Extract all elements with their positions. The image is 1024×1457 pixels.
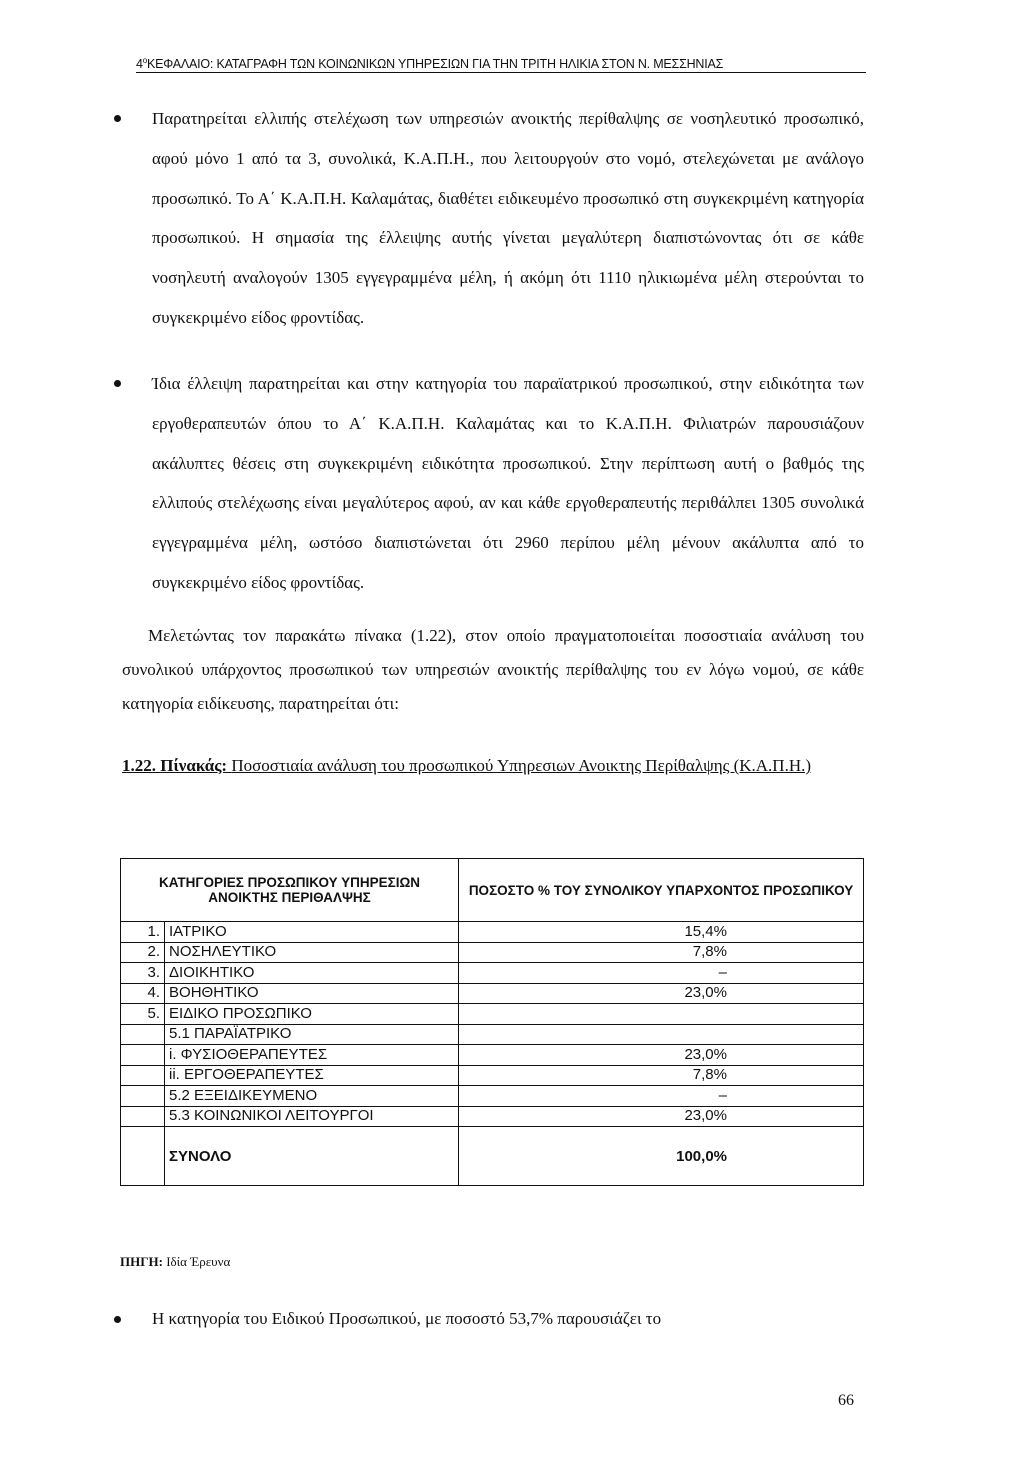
table-caption (122, 746, 864, 786)
caption-label: Πίνακάς: (160, 756, 228, 775)
row-label: ΕΙΔΙΚΟ ΠΡΟΣΩΠΙΚΟ (165, 1004, 459, 1025)
row-value (459, 1024, 864, 1045)
bullet-text-2: Ίδια έλλειψη παρατηρείται και στην κατηγορία του παραϊατρικού προσωπικού, στην ειδικότητα των εργοθεραπευτών όπου το Α΄ Κ.Α.Π.Η. Καλαμάτας και το Κ.Α.Π.Η. Φιλιατρών παρουσιάζουν ακάλυπτες θέσεις στη συγκεκριμένη ειδικότητα προσωπικού. Στην περίπτωση αυτή ο βαθμός της ελλιπούς στελέχωσης είναι μεγαλύτερος αφού, αν και κάθε εργοθεραπευτής περιθάλπει 1305 συνολικά εγγεγραμμένα μέλη, ωστόσο διαπιστώνεται ότι 2960 περίπου μέλη μένουν ακάλυπτα από το συγκεκριμένο είδος φροντίδας. (152, 374, 864, 592)
row-value: 7,8% (459, 942, 864, 963)
table-row (121, 922, 864, 943)
table-row (121, 1106, 864, 1127)
row-value: – (459, 1086, 864, 1107)
table-row (121, 983, 864, 1004)
source-text: Ιδία Έρευνα (166, 1254, 231, 1269)
row-number: 4. (121, 983, 165, 1004)
row-value: 15,4% (459, 922, 864, 943)
row-label: 5.3 ΚΟΙΝΩΝΙΚΟΙ ΛΕΙΤΟΥΡΓΟΙ (165, 1106, 459, 1127)
col-header-categories: ΚΑΤΗΓΟΡΙΕΣ ΠΡΟΣΩΠΙΚΟΥ ΥΠΗΡΕΣΙΩΝ ΑΝΟΙΚΤΗΣ ΠΕΡΙΘΑΛΨΗΣ (121, 859, 459, 922)
source-label: ΠΗΓΗ: (120, 1254, 163, 1269)
intro-paragraph: Μελετώντας τον παρακάτω πίνακα (1.22), στον οποίο πραγματοποιείται ποσοστιαία ανάλυση του συνολικού υπάρχοντος προσωπικού των υπηρεσιών ανοικτής περίθαλψης του εν λόγω νομού, σε κάθε κατηγορία ειδίκευσης, παρατηρείται ότι: (122, 626, 864, 713)
table-row (121, 942, 864, 963)
caption-number: 1.22. (122, 756, 156, 775)
row-number: 2. (121, 942, 165, 963)
row-label: ΒΟΗΘΗΤΙΚΟ (165, 983, 459, 1004)
table-row (121, 1065, 864, 1086)
bullet-paragraph-3 (152, 1302, 864, 1336)
page-number: 66 (838, 1392, 854, 1409)
total-number-cell (121, 1127, 165, 1186)
row-number: 5. (121, 1004, 165, 1025)
running-header (136, 56, 866, 73)
row-value: 7,8% (459, 1065, 864, 1086)
row-value: – (459, 963, 864, 984)
table-row (121, 963, 864, 984)
table-total-row (121, 1127, 864, 1186)
row-value: 23,0% (459, 1045, 864, 1066)
total-label: ΣΥΝΟΛΟ (165, 1127, 459, 1186)
bullet-text-1: Παρατηρείται ελλιπής στελέχωση των υπηρεσιών ανοικτής περίθαλψης σε νοσηλευτικό προσωπικό, αφού μόνο 1 από τα 3, συνολικά, Κ.Α.Π.Η., που λειτουργούν στο νομό, στελεχώνεται με ανάλογο προσωπικό. Το Α΄ Κ.Α.Π.Η. Καλαμάτας, διαθέτει ειδικευμένο προσωπικό στη συγκεκριμένη κατηγορία προσωπικού. Η σημασία της έλλειψης αυτής γίνεται μεγαλύτερη διαπιστώνοντας ότι σε κάθε νοσηλευτή αναλογούν 1305 εγγεγραμμένα μέλη, ή ακόμη ότι 1110 ηλικιωμένα μέλη στερούνται το συγκεκριμένο είδος φροντίδας. (152, 109, 864, 327)
table-row (121, 1024, 864, 1045)
row-label: 5.2 ΕΞΕΙΔΙΚΕΥΜΕΝΟ (165, 1086, 459, 1107)
row-label: ΔΙΟΙΚΗΤΙΚΟ (165, 963, 459, 984)
personnel-table (120, 858, 864, 1186)
table-row (121, 1045, 864, 1066)
row-label: ΙΑΤΡΙΚΟ (165, 922, 459, 943)
row-label: i. ΦΥΣΙΟΘΕΡΑΠΕΥΤΕΣ (165, 1045, 459, 1066)
row-label: ii. ΕΡΓΟΘΕΡΑΠΕΥΤΕΣ (165, 1065, 459, 1086)
col-header-percentage: ΠΟΣΟΣΤΟ % ΤΟΥ ΣΥΝΟΛΙΚΟΥ ΥΠΑΡΧΟΝΤΟΣ ΠΡΟΣΩΠΙΚΟΥ (459, 859, 864, 922)
total-value: 100,0% (459, 1127, 864, 1186)
header-chapter-number: 4 (136, 57, 143, 72)
bullet-paragraph-2 (152, 364, 864, 603)
row-number (121, 1106, 165, 1127)
row-number (121, 1024, 165, 1045)
row-number (121, 1065, 165, 1086)
header-ordinal: ο (142, 56, 148, 65)
source-note (120, 1254, 230, 1270)
table-row (121, 1004, 864, 1025)
bullet-text-3: Η κατηγορία του Ειδικού Προσωπικού, με ποσοστό 53,7% παρουσιάζει το (152, 1309, 662, 1328)
bullet-icon (114, 99, 124, 109)
bullet-icon (114, 364, 124, 374)
header-title: ΚΕΦΑΛΑΙΟ: ΚΑΤΑΓΡΑΦΗ ΤΩΝ ΚΟΙΝΩΝΙΚΩΝ ΥΠΗΡΕΣΙΩΝ ΓΙΑ ΤΗΝ ΤΡΙΤΗ ΗΛΙΚΙΑ ΣΤΟΝ Ν. ΜΕΣΣΗΝΙΑΣ (147, 57, 724, 72)
row-number (121, 1045, 165, 1066)
row-value: 23,0% (459, 1106, 864, 1127)
row-value: 23,0% (459, 983, 864, 1004)
caption-text: Ποσοστιαία ανάλυση του προσωπικού Υπηρεσιων Ανοικτης Περίθαλψης (Κ.Α.Π.Η.) (231, 756, 812, 775)
row-label: 5.1 ΠΑΡΑΪΑΤΡΙΚΟ (165, 1024, 459, 1045)
row-number: 1. (121, 922, 165, 943)
row-number: 3. (121, 963, 165, 984)
table-header-row (121, 859, 864, 922)
row-value (459, 1004, 864, 1025)
row-label: ΝΟΣΗΛΕΥΤΙΚΟ (165, 942, 459, 963)
row-number (121, 1086, 165, 1107)
bullet-paragraph-1 (152, 99, 864, 338)
bullet-icon (114, 1302, 124, 1312)
table-row (121, 1086, 864, 1107)
